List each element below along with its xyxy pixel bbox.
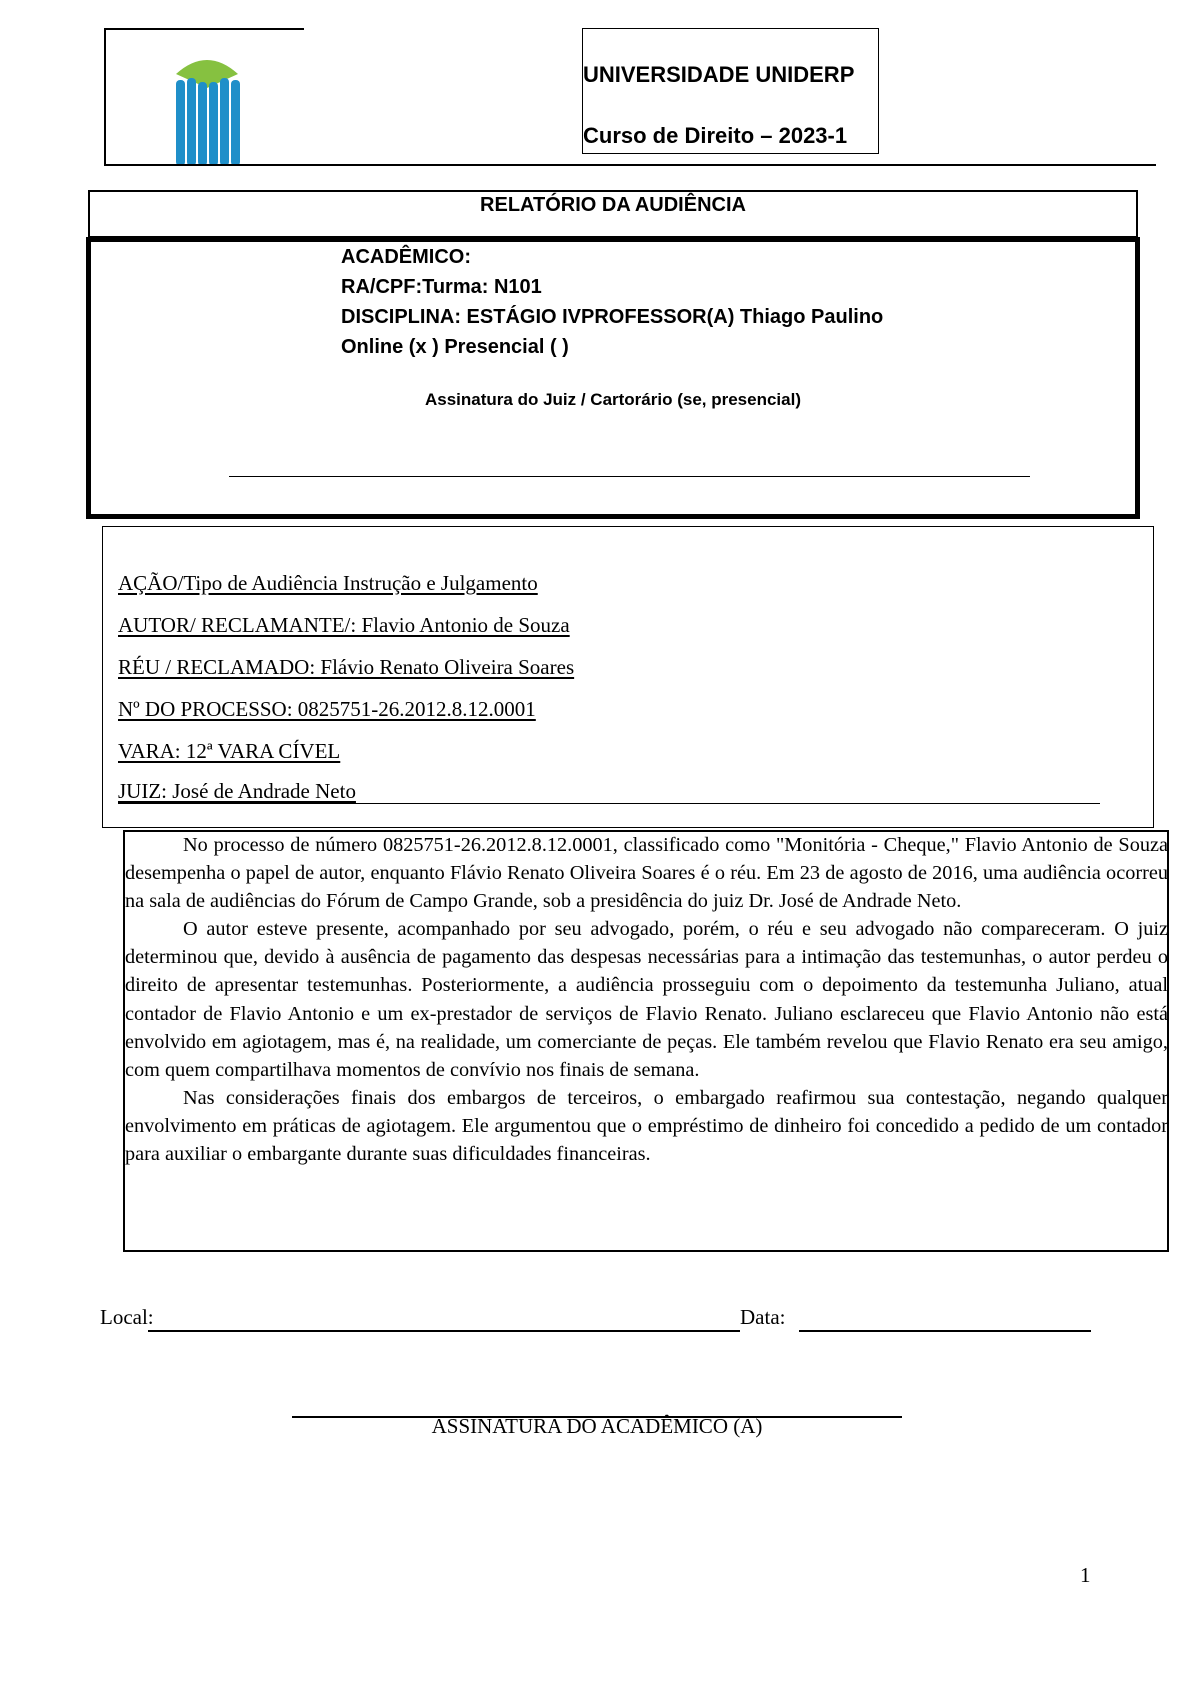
uniderp-logo	[106, 30, 304, 166]
course-name: Curso de Direito – 2023-1	[583, 123, 848, 148]
date-label: Data:	[740, 1305, 786, 1329]
judge-underline	[118, 803, 1100, 804]
case-process-number: Nº DO PROCESSO: 0825751-26.2012.8.12.0001	[118, 697, 536, 721]
local-label: Local:	[100, 1305, 154, 1329]
header-divider	[104, 164, 1156, 166]
case-action: AÇÃO/Tipo de Audiência Instrução e Julgamento	[118, 571, 538, 595]
page-number: 1	[1080, 1563, 1091, 1587]
university-name: UNIVERSIDADE UNIDERP	[583, 62, 855, 87]
logo-frame	[104, 28, 304, 166]
case-court: VARA: 12ª VARA CÍVEL	[118, 739, 341, 763]
discipline: DISCIPLINA: ESTÁGIO IVPROFESSOR(A) Thiago Paulino	[341, 306, 884, 328]
report-title: RELATÓRIO DA AUDIÊNCIA	[480, 194, 746, 216]
body-paragraph: O autor esteve presente, acompanhado por seu advogado, porém, o réu e seu advogado não compareceram. O juiz determinou que, devido à ausência de pagamento das despesas necessárias para a intimação das testemunhas, o autor perdeu o direito de apresentar testemunhas. Posteriormente, a audiência prosseguiu com o depoimento da testemunha Juliano, atual contador de Flavio Antonio e um ex-prestador de serviços de Flavio Renato. Juliano esclareceu que Flavio Antonio não está envolvido em agiotagem, mas é, na realidade, um comerciante de peças. Ele também revelou que Flavio Renato era seu amigo, com quem compartilhava momentos de convívio nos finais de semana.	[125, 918, 1168, 1081]
case-judge: JUIZ: José de Andrade Neto	[118, 779, 356, 803]
body-paragraph: No processo de número 0825751-26.2012.8.12.0001, classificado como "Monitória - Cheque," Flavio Antonio de Souza desempenha o papel de autor, enquanto Flávio Renato Oliveira Soares é o réu. Em 23 de agosto de 2016, uma audiência ocorreu na sala de audiências do Fórum de Campo Grande, sob a presidência do juiz Dr. José de Andrade Neto.	[125, 834, 1168, 913]
date-field-line	[799, 1330, 1091, 1332]
ra-cpf-turma: RA/CPF:Turma: N101	[341, 276, 542, 298]
case-defendant: RÉU / RECLAMADO: Flávio Renato Oliveira Soares	[118, 655, 575, 679]
report-body	[125, 831, 1168, 1168]
judge-signature-line	[229, 476, 1030, 477]
case-author: AUTOR/ RECLAMANTE/: Flavio Antonio de Souza	[118, 613, 570, 637]
judge-signature-label: Assinatura do Juiz / Cartorário (se, presencial)	[424, 390, 801, 409]
student-signature-label: ASSINATURA DO ACADÊMICO (A)	[431, 1414, 763, 1438]
body-paragraph: Nas considerações finais dos embargos de terceiros, o embargado reafirmou sua contestação, negando qualquer envolvimento em práticas de agiotagem. Ele argumentou que o empréstimo de dinheiro foi concedido a pedido de um contador para auxiliar o embargante durante suas dificuldades financeiras.	[125, 1086, 1168, 1166]
attendance-mode: Online (x ) Presencial ( )	[341, 336, 569, 358]
academic-label: ACADÊMICO:	[341, 246, 471, 268]
local-field-line	[148, 1330, 740, 1332]
